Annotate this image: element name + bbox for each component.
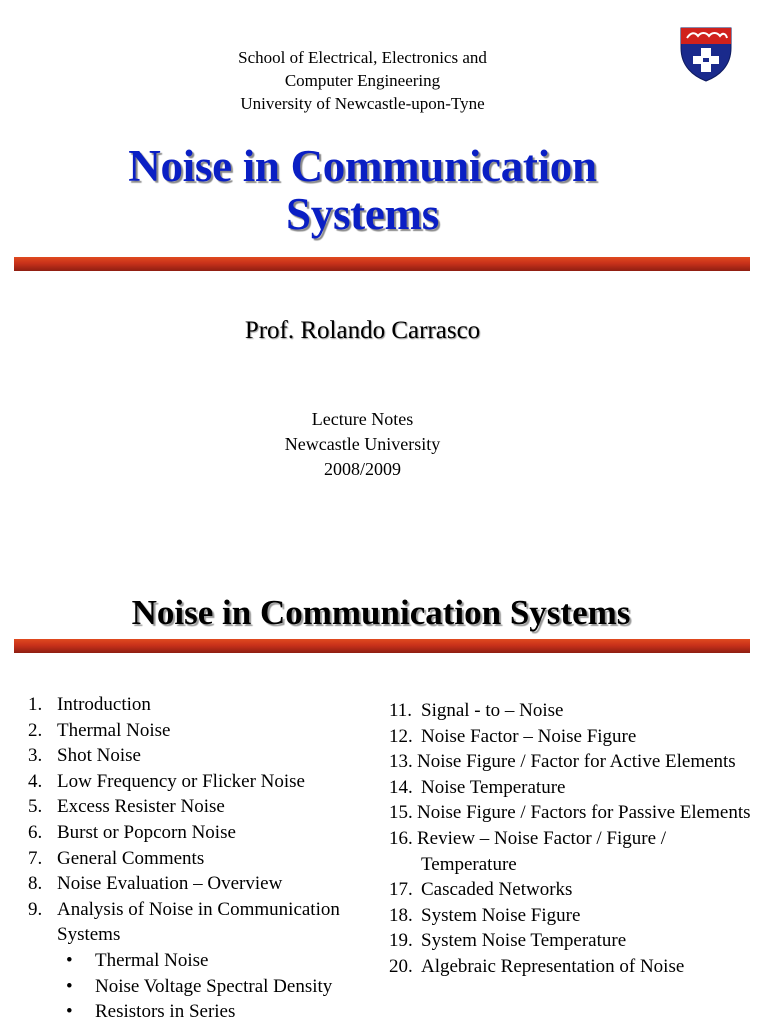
school-line: Computer Engineering (284, 71, 441, 90)
contents-right-column (389, 698, 764, 980)
list-item: 19. System Noise Temperature (389, 930, 627, 952)
lecture-line: Newcastle University (284, 434, 441, 454)
list-item: 18. System Noise Figure (389, 904, 581, 926)
list-item: 9. Analysis of Noise in Communication Systems (28, 898, 340, 946)
list-item: 16. Review – Noise Factor / Figure / Temperature (389, 827, 667, 875)
list-item: 7. General Comments (28, 847, 205, 869)
lecture-line: 2008/2009 (323, 459, 401, 479)
list-item: 1. Introduction (28, 694, 151, 715)
list-item: 6. Burst or Popcorn Noise (28, 821, 236, 843)
title-line: Systems (286, 189, 439, 239)
school-line: School of Electrical, Electronics and (238, 48, 487, 67)
school-line: University of Newcastle-upon-Tyne (240, 94, 485, 113)
list-item: 5. Excess Resister Noise (28, 796, 225, 818)
author-name: Prof. Rolando Carrasco (244, 317, 481, 344)
list-item: 14. Noise Temperature (389, 776, 566, 798)
list-item: 11. Signal - to – Noise (389, 700, 564, 721)
list-item: 13. Noise Figure / Factor for Active Elements (389, 751, 736, 773)
list-item: 20. Algebraic Representation of Noise (389, 955, 685, 977)
lecture-info (0, 407, 725, 482)
title-divider-bar (14, 257, 750, 271)
sub-list-item: • Thermal Noise (66, 949, 209, 971)
contents-title: Noise in Communication Systems (131, 593, 631, 632)
list-item: 17. Cascaded Networks (389, 879, 573, 901)
title-line: Noise in Communication (128, 141, 597, 191)
list-item: 3. Shot Noise (28, 745, 141, 767)
list-item: 12. Noise Factor – Noise Figure (389, 725, 637, 747)
sub-list-item: • Resistors in Series (66, 1001, 236, 1023)
sub-list-item: • Noise Voltage Spectral Density (66, 975, 333, 997)
school-name (0, 46, 725, 115)
list-item: 8. Noise Evaluation – Overview (28, 873, 283, 895)
lecture-line: Lecture Notes (311, 409, 414, 429)
university-crest-icon (679, 26, 733, 82)
list-item: 4. Low Frequency or Flicker Noise (28, 770, 305, 792)
contents-divider-bar (14, 639, 750, 653)
list-item: 2. Thermal Noise (28, 719, 171, 741)
contents-left-column (28, 692, 380, 1025)
presentation-title (0, 142, 725, 238)
list-item: 15. Noise Figure / Factors for Passive Elements (389, 802, 751, 824)
